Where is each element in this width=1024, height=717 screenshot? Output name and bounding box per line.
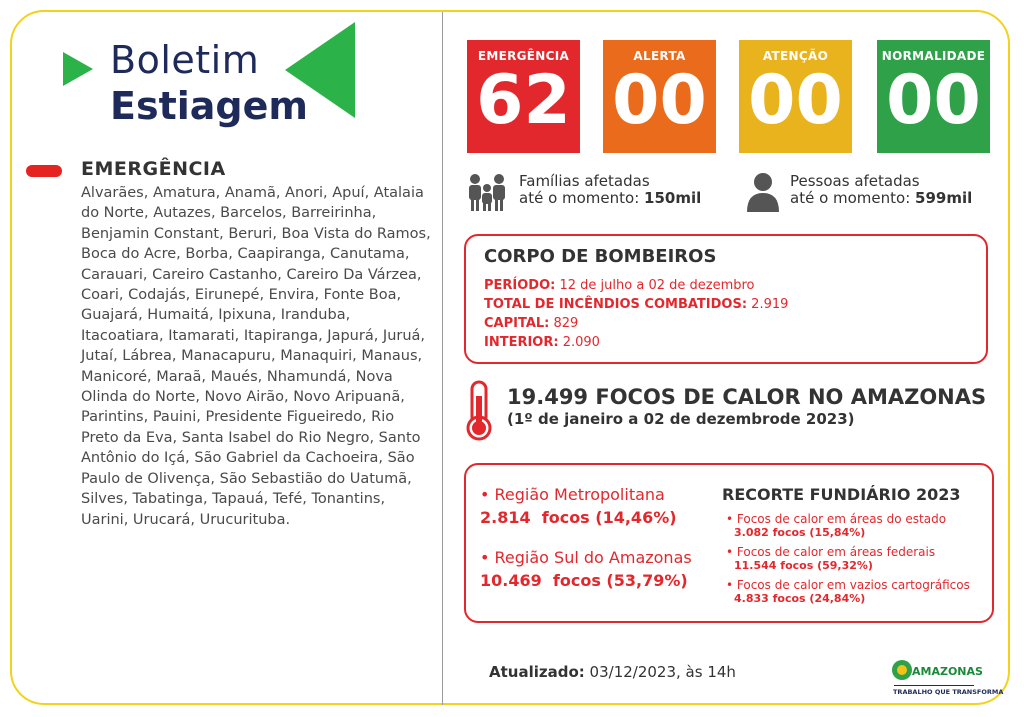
bombeiros-box <box>464 234 988 364</box>
updated-at <box>489 663 736 681</box>
bombeiros-capital <box>484 316 578 331</box>
logo-small-triangle-icon <box>63 52 93 86</box>
status-emergencia <box>467 40 580 153</box>
region-value <box>480 571 688 590</box>
region-name: • Região Sul do Amazonas <box>480 548 692 567</box>
status-atencao <box>739 40 852 153</box>
region-unit: focos (14,46%) <box>541 508 677 527</box>
recorte-item <box>726 512 946 540</box>
recorte-item-value: 3.082 focos (15,84%) <box>734 526 866 539</box>
status-label: ALERTA <box>633 49 686 63</box>
recorte-item <box>726 578 970 606</box>
regions-box <box>464 463 994 623</box>
updated-label: Atualizado: <box>489 663 585 681</box>
recorte-item-value: 11.544 focos (59,32%) <box>734 559 873 572</box>
updated-value: 03/12/2023, às 14h <box>589 663 736 681</box>
families-until-label: até o momento: <box>519 189 640 207</box>
capital-value: 829 <box>553 316 579 331</box>
emergency-municipalities: Alvarães, Amatura, Anamã, Anori, Apuí, Atalaia do Norte, Autazes, Barcelos, Barreirinha, Benjamin Constant, Beruri, Boa Vista do Ramos, Boca do Acre, Borba, Caapiranga, Canutama, Carauari, Careiro Castanho, Careiro Da Várzea, Coari, Codajás, Eirunepé, Envira, Fonte Boa, Guajará, Humaitá, Ipixuna, Iranduba, Itacoatiara, Itamarati, Itapiranga, Japurá, Juruá, Jutaí, Lábrea, Manacapuru, Manaquiri, Manaus, Manicoré, Maraã, Maués, Nhamundá, Nova Olinda do Norte, Novo Airão, Novo Aripuanã, Parintins, Pauini, Presidente Figueiredo, Rio Preto da Eva, Santa Isabel do Rio Negro, Santo Antônio do Içá, São Gabriel da Cachoeira, São Paulo de Olivença, São Sebastião do Uatumã, Silves, Tabatinga, Tapauá, Tefé, Tonantins, Uarini, Urucará, Urucurituba. <box>81 185 431 528</box>
periodo-value: 12 de julho a 02 de dezembro <box>559 278 755 293</box>
families-label: Famílias afetadas <box>519 172 650 190</box>
bombeiros-total <box>484 297 788 312</box>
government-name: AMAZONAS <box>912 665 983 678</box>
bombeiros-periodo <box>484 278 755 293</box>
recorte-item <box>726 545 935 573</box>
emergency-title: EMERGÊNCIA <box>81 158 226 180</box>
region-name: • Região Metropolitana <box>480 485 665 504</box>
status-value: 62 <box>476 61 571 140</box>
recorte-item-label: • Focos de calor em áreas do estado <box>726 512 947 526</box>
persons-label: Pessoas afetadas <box>790 172 920 190</box>
status-label: ATENÇÃO <box>762 49 829 63</box>
interior-value: 2.090 <box>562 335 600 350</box>
status-label: NORMALIDADE <box>881 49 986 63</box>
focos-title: 19.499 FOCOS DE CALOR NO AMAZONAS <box>507 385 987 409</box>
person-icon <box>746 172 780 212</box>
recorte-title: RECORTE FUNDIÁRIO 2023 <box>722 485 961 504</box>
status-value: 00 <box>886 61 981 140</box>
region-count: 10.469 <box>480 571 542 590</box>
interior-label: INTERIOR: <box>484 335 559 350</box>
government-tagline: TRABALHO QUE TRANSFORMA <box>893 688 1004 696</box>
region-value <box>480 508 677 527</box>
recorte-item-value: 4.833 focos (24,84%) <box>734 592 866 605</box>
persons-until-label: até o momento: <box>790 189 911 207</box>
region-unit: focos (53,79%) <box>552 571 688 590</box>
status-value: 00 <box>748 61 843 140</box>
bombeiros-title: CORPO DE BOMBEIROS <box>484 246 717 267</box>
persons-line2 <box>790 190 972 207</box>
status-alerta <box>603 40 716 153</box>
logo-title-line1: Boletim <box>110 38 260 82</box>
periodo-label: PERÍODO: <box>484 278 556 293</box>
total-label: TOTAL DE INCÊNDIOS COMBATIDOS: <box>484 297 748 312</box>
capital-label: CAPITAL: <box>484 316 550 331</box>
status-label: EMERGÊNCIA <box>477 49 570 63</box>
vertical-divider <box>442 12 443 705</box>
persons-affected <box>790 173 972 207</box>
total-value: 2.919 <box>751 297 789 312</box>
families-value: 150mil <box>644 189 702 207</box>
status-normalidade <box>877 40 990 153</box>
family-icon <box>467 172 507 212</box>
families-line2 <box>519 190 701 207</box>
emergency-marker <box>26 165 62 177</box>
recorte-item-label: • Focos de calor em áreas federais <box>726 545 936 559</box>
bombeiros-interior <box>484 335 600 350</box>
focos-subtitle: (1º de janeiro a 02 de dezembrode 2023) <box>507 410 855 428</box>
status-value: 00 <box>612 61 707 140</box>
families-affected <box>519 173 701 207</box>
thermometer-icon <box>463 380 495 442</box>
recorte-item-label: • Focos de calor em vazios cartográficos <box>726 578 970 592</box>
persons-value: 599mil <box>915 189 973 207</box>
logo-title-line2: Estiagem <box>110 84 308 128</box>
region-count: 2.814 <box>480 508 531 527</box>
